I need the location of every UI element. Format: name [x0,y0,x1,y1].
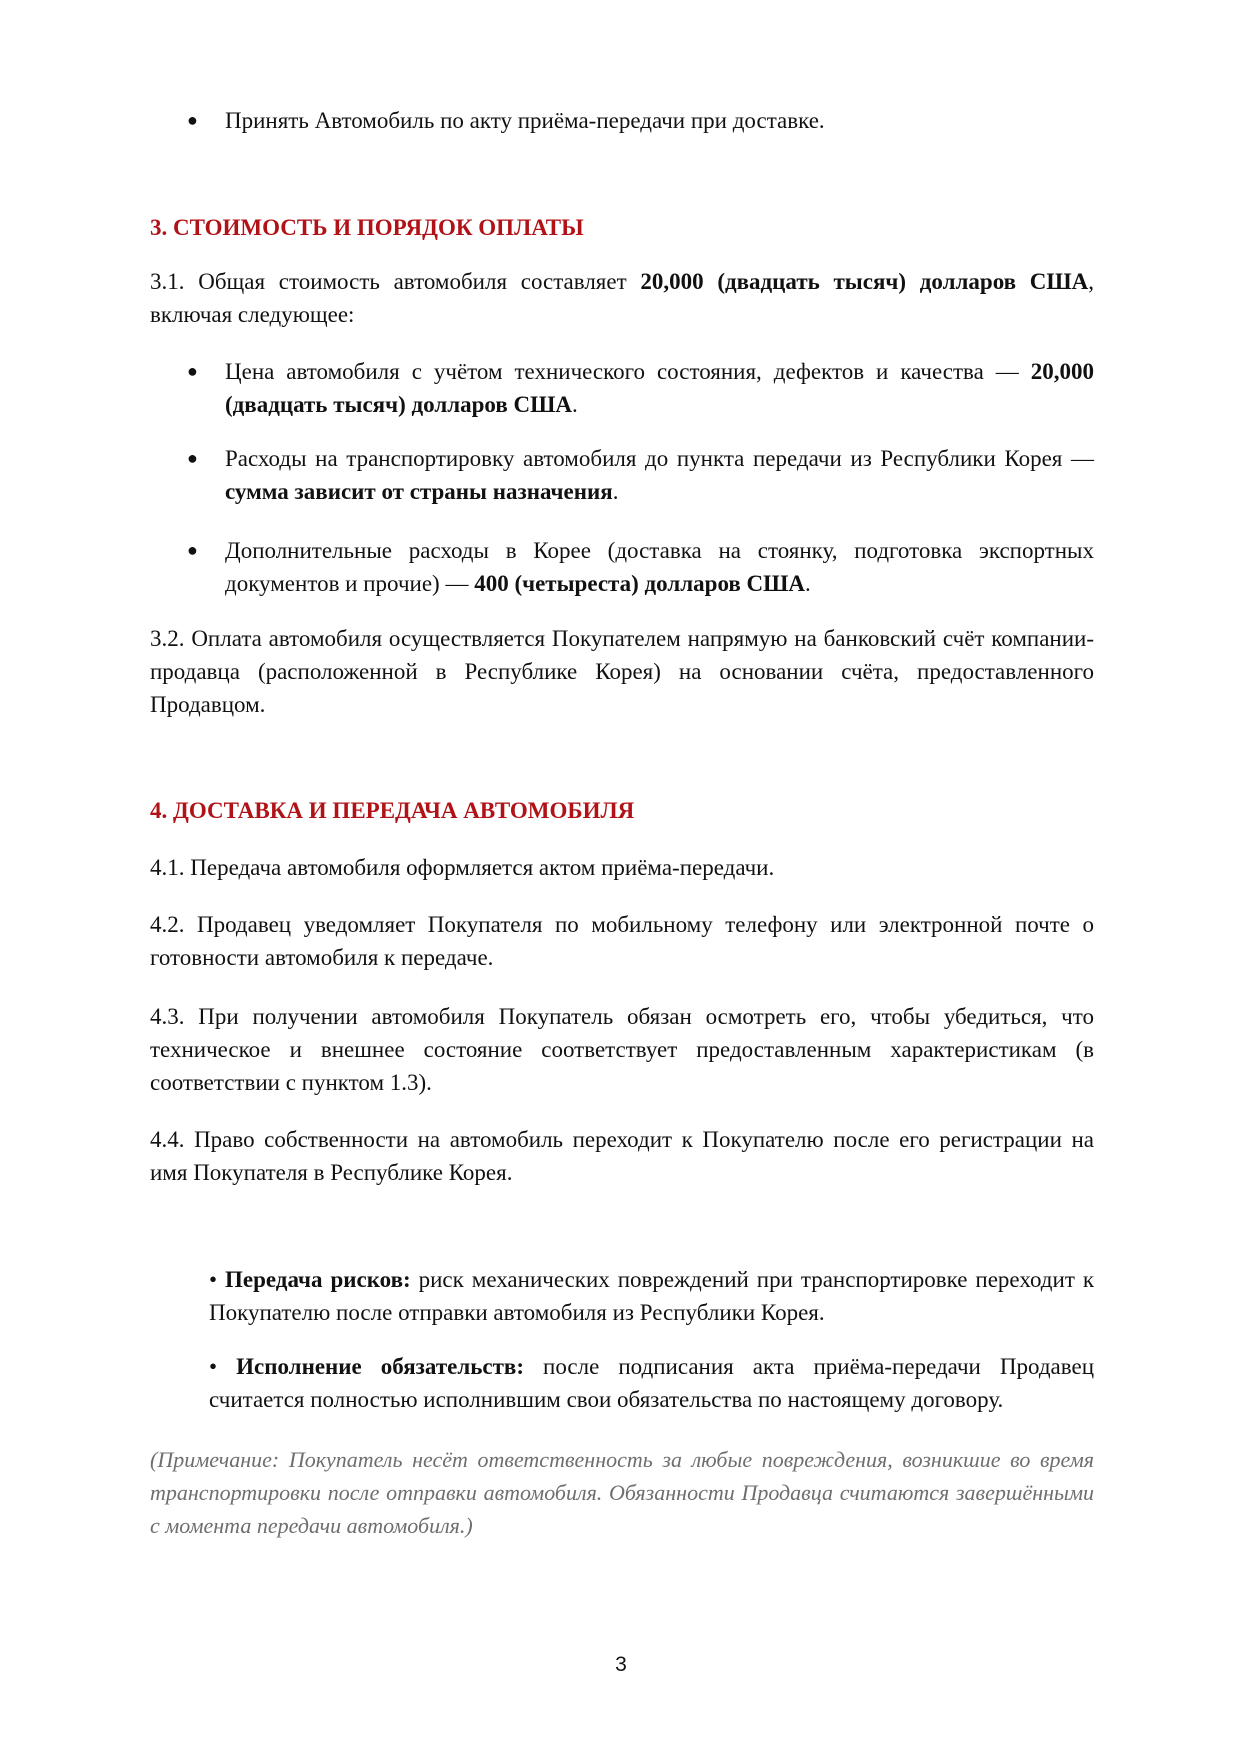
bullet-text: Расходы на транспортировку автомобиля до пункта передачи из Республики Корея — [225,446,1094,471]
paragraph-text: , включая следующее: [150,269,1094,327]
paragraph-4-2: 4.2. Продавец уведомляет Покупателя по мобильному телефону или электронной почте о готовности автомобиля к передаче. [150,912,1094,970]
bullet-bold-text: 400 (четыреста) долларов США [474,571,806,596]
section-heading: 3. СТОИМОСТЬ И ПОРЯДОК ОПЛАТЫ [150,215,584,240]
bullet-end: . [572,392,578,417]
bullet-bold-text: Исполнение обязательств: [236,1354,524,1379]
paragraph-4-4: 4.4. Право собственности на автомобиль переходит к Покупателю после его регистрации на имя Покупателя в Республике Корея. [150,1127,1094,1185]
paragraph-bold-text: 20,000 (двадцать тысяч) долларов США [640,269,1089,294]
bullet-bold-text: 20,000 (двадцать тысяч) долларов США [225,359,1094,417]
bullet-text: Цена автомобиля с учётом технического состояния, дефектов и качества — [225,359,1031,384]
bullet-end: . [612,479,619,504]
list-item [209,1263,1094,1329]
bullet-icon: • [209,1354,218,1379]
note-text: (Примечание: Покупатель несёт ответственность за любые повреждения, возникшие во время транспортировки после отправки автомобиля. Обязанности Продавца считаются завершёнными с момента передачи автомобиля.) [150,1447,1094,1538]
paragraph-4-3: 4.3. При получении автомобиля Покупатель обязан осмотреть его, чтобы убедиться, что техническое и внешнее состояние соответствует предоставленным характеристикам (в соответствии с пунктом 1.3). [150,1004,1094,1095]
list-item [187,104,1094,137]
paragraph-4-1: 4.1. Передача автомобиля оформляется актом приёма-передачи. [150,855,775,880]
bullet-icon: • [209,1267,218,1292]
page-number: 3 [615,1653,627,1676]
list-item [187,442,1094,508]
paragraph-text: 3.1. Общая стоимость автомобиля составляет [150,269,641,294]
bullet-text: Принять Автомобиль по акту приёма-передачи при доставке. [225,108,825,133]
bullet-icon: ● [187,110,198,130]
list-item [209,1350,1094,1416]
bullet-text: риск механических повреждений при транспортировке переходит к Покупателю после отправки автомобиля из Республики Корея. [209,1267,1094,1325]
bullet-text: после подписания акта приёма-передачи Продавец считается полностью исполнившим свои обязательства по настоящему договору. [209,1354,1094,1412]
bullet-bold-text: Передача рисков: [225,1267,411,1292]
bullet-bold-text: сумма зависит от страны назначения [225,479,613,504]
paragraph-3-2: 3.2. Оплата автомобиля осуществляется Покупателем напрямую на банковский счёт компании-продавца (расположенной в Республике Корея) на основании счёта, предоставленного Продавцом. [150,626,1094,717]
list-item [187,355,1094,421]
bullet-end: . [805,571,811,596]
paragraph-3-1 [150,265,1094,331]
bullet-icon: ● [187,540,198,560]
section-heading: 4. ДОСТАВКА И ПЕРЕДАЧА АВТОМОБИЛЯ [150,798,635,823]
bullet-icon: ● [187,448,198,468]
bullet-icon: ● [187,361,198,381]
bullet-text: Дополнительные расходы в Корее (доставка на стоянку, подготовка экспортных документов и прочие) — [225,538,1094,596]
list-item [187,534,1094,600]
